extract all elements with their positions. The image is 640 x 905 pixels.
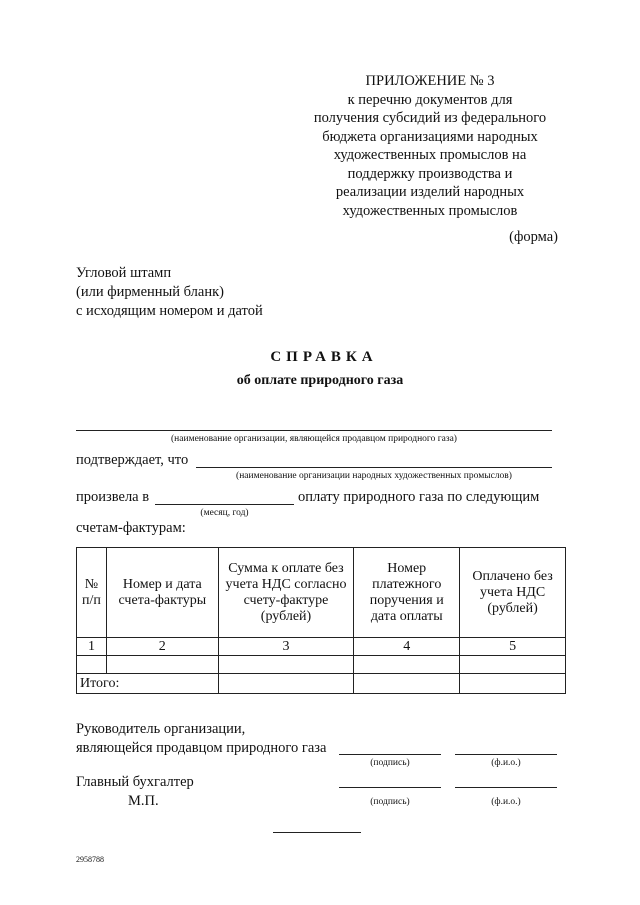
appendix-line: поддержку производства и [347,165,513,182]
column-number: 3 [218,638,354,656]
column-number: 4 [354,638,460,656]
month-hint: (месяц, год) [200,508,249,518]
total-cell[interactable] [218,674,354,694]
table-header-row [77,548,566,638]
signature-hint: (подпись) [370,758,410,768]
table-row [77,656,566,674]
org-seller-hint: (наименование организации, являющейся продавцом природного газа) [171,434,457,444]
appendix-title: ПРИЛОЖЕНИЕ № 3 [365,73,495,89]
appendix-header [300,72,560,220]
header-cell-amount: Сумма к оплате без учета НДС согласно счету-фактуре (рублей) [218,548,354,638]
paid-in-text: произвела в [76,489,150,505]
appendix-line: получения субсидий из федерального [313,110,547,126]
stamp-line: с исходящим номером и датой [76,303,263,319]
accountant-label: Главный бухгалтер [76,774,194,790]
appendix-line: реализации изделий народных [335,184,525,200]
table-cell[interactable] [218,656,354,674]
column-number: 2 [106,638,218,656]
head-name-line[interactable] [455,754,557,755]
head-label-line2: являющейся продавцом природного газа [76,740,327,756]
table-cell[interactable] [354,656,460,674]
head-signature-line[interactable] [339,754,441,755]
paid-rest-text: оплату природного газа по следующим [298,489,540,505]
total-label: Итого: [77,674,219,694]
accountant-name-line[interactable] [455,787,557,788]
total-row [77,674,566,694]
closing-divider [273,832,361,833]
appendix-line: бюджета организациями народных [322,128,538,145]
stamp-block [76,264,263,321]
header-cell-paid: Оплачено без учета НДС (рублей) [460,548,566,638]
table-cell[interactable] [106,656,218,674]
name-hint: (ф.и.о.) [491,758,521,768]
appendix-line: к перечню документов для [347,91,513,108]
document-subtitle: об оплате природного газа [236,373,404,388]
column-number: 1 [77,638,107,656]
column-number: 5 [460,638,566,656]
accountant-signature-line[interactable] [339,787,441,788]
signature-hint: (подпись) [370,797,410,807]
form-label: (форма) [509,229,558,245]
org-seller-line[interactable] [76,430,552,431]
total-cell[interactable] [460,674,566,694]
document-number: 2958788 [76,855,104,864]
appendix-line: художественных промыслов на [333,147,527,163]
table-cell[interactable] [460,656,566,674]
table-cell[interactable] [77,656,107,674]
invoices-text: счетам-фактурам: [76,520,186,536]
org-crafts-line[interactable] [196,467,552,468]
org-crafts-hint: (наименование организации народных художественных промыслов) [236,471,512,481]
name-hint: (ф.и.о.) [491,797,521,807]
confirms-text: подтверждает, что [76,452,189,468]
payments-table [76,547,566,694]
seal-label: М.П. [128,793,159,809]
stamp-line: (или фирменный бланк) [76,284,224,300]
total-cell[interactable] [354,674,460,694]
stamp-line: Угловой штамп [76,265,172,281]
header-cell-number: № п/п [77,548,107,638]
header-cell-invoice: Номер и дата счета-фактуры [106,548,218,638]
appendix-line: художественных промыслов [342,202,518,219]
document-title: СПРАВКА [270,349,378,365]
month-line[interactable] [155,504,294,505]
head-label-line1: Руководитель организации, [76,721,246,737]
header-cell-payment-order: Номер платежного поручения и дата оплаты [354,548,460,638]
column-number-row [77,638,566,656]
